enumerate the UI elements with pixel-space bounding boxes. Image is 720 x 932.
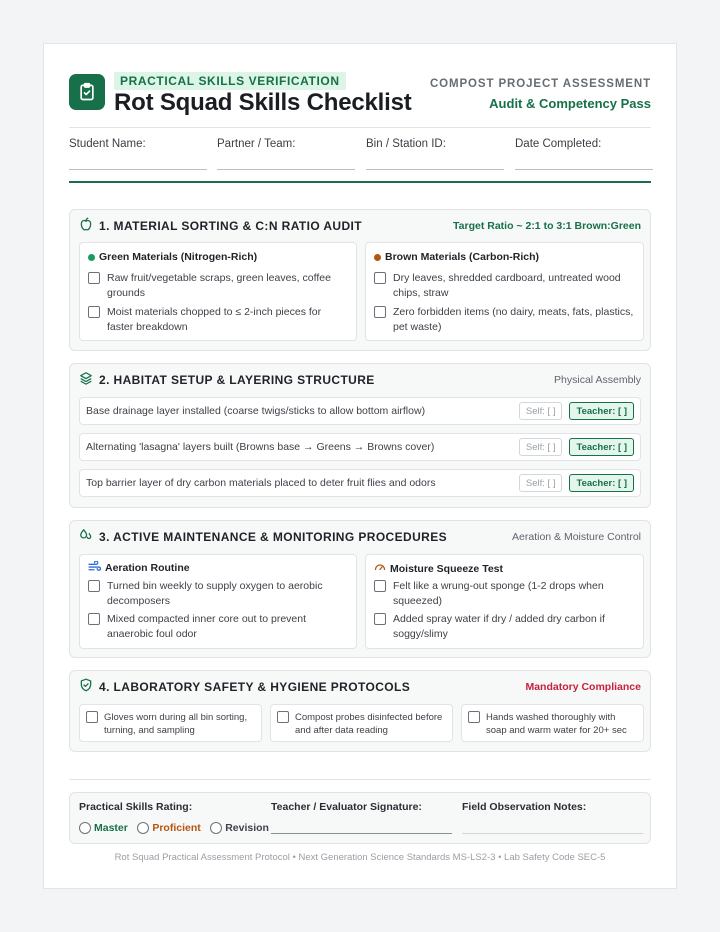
project-label: COMPOST PROJECT ASSESSMENT <box>429 78 651 90</box>
teacher-check-box[interactable]: Teacher: [ ] <box>569 402 634 420</box>
checkbox[interactable] <box>468 711 480 723</box>
brown-dot-icon <box>374 254 381 261</box>
protocol-note: Rot Squad Practical Assessment Protocol • Next Generation Science Standards MS-LS2-3 • Lab Safety Code SEC-5 <box>114 852 606 863</box>
accent-divider <box>69 181 651 183</box>
green-dot-icon <box>88 254 95 261</box>
pass-label: Audit & Competency Pass <box>489 96 651 111</box>
radio-revision[interactable] <box>210 822 222 834</box>
section-tag: Target Ratio ~ 2:1 to 3:1 Brown:Green <box>453 220 641 232</box>
checklist-item[interactable]: Zero forbidden items (no dairy, meats, fats, plastics, pet waste) <box>374 305 636 334</box>
setup-row: Base drainage layer installed (coarse twigs/sticks to allow bottom airflow) Self: [ ] Teacher: [ ] <box>79 397 641 425</box>
brown-materials-card <box>365 242 644 341</box>
checklist-item[interactable]: Felt like a wrung-out sponge (1-2 drops when squeezed) <box>374 579 636 608</box>
gauge-icon <box>374 561 386 576</box>
self-check-box[interactable]: Self: [ ] <box>519 438 563 456</box>
section-title: 4. LABORATORY SAFETY & HYGIENE PROTOCOLS <box>99 680 411 694</box>
divider <box>69 779 651 780</box>
checkbox[interactable] <box>374 613 386 625</box>
signature-label: Teacher / Evaluator Signature: <box>271 801 422 813</box>
date-completed-field[interactable]: Date Completed: <box>515 138 653 170</box>
safety-item[interactable]: Hands washed thoroughly with soap and warm water for 20+ sec <box>461 704 644 742</box>
header-kicker: PRACTICAL SKILLS VERIFICATION <box>114 72 346 90</box>
moisture-card <box>365 554 644 649</box>
wind-icon <box>88 561 101 575</box>
checkbox[interactable] <box>88 272 100 284</box>
checklist-sheet <box>43 43 677 889</box>
evaluation-footer <box>69 792 651 844</box>
card-heading: Aeration Routine <box>105 562 190 574</box>
radio-proficient[interactable] <box>137 822 149 834</box>
shield-check-icon <box>79 678 93 697</box>
rating-label: Practical Skills Rating: <box>79 801 193 813</box>
checkbox[interactable] <box>88 580 100 592</box>
section-material-sorting <box>69 209 651 351</box>
section-tag: Physical Assembly <box>554 374 641 386</box>
safety-item[interactable]: Compost probes disinfected before and after data reading <box>270 704 453 742</box>
checklist-item[interactable]: Moist materials chopped to ≤ 2-inch pieces for faster breakdown <box>88 305 348 334</box>
checklist-item[interactable]: Turned bin weekly to supply oxygen to aerobic decomposers <box>88 579 350 608</box>
signature-line[interactable] <box>271 833 452 834</box>
page-title: Rot Squad Skills Checklist <box>114 89 412 116</box>
layers-icon <box>79 371 93 390</box>
section-title: 1. MATERIAL SORTING & C:N RATIO AUDIT <box>99 219 363 233</box>
rating-options <box>79 819 274 837</box>
aeration-card <box>79 554 357 649</box>
rating-revision[interactable]: Revision <box>225 821 269 834</box>
section-habitat-setup <box>69 363 651 508</box>
checkbox[interactable] <box>374 272 386 284</box>
checklist-item[interactable]: Added spray water if dry / added dry carbon if soggy/slimy <box>374 612 636 641</box>
bin-station-field[interactable]: Bin / Station ID: <box>366 138 504 170</box>
notes-line[interactable] <box>462 833 643 834</box>
divider <box>69 127 651 128</box>
checklist-item[interactable]: Mixed compacted inner core out to prevent anaerobic foul odor <box>88 612 350 641</box>
checkbox[interactable] <box>374 306 386 318</box>
self-check-box[interactable]: Self: [ ] <box>519 402 563 420</box>
water-drops-icon <box>79 528 93 547</box>
clipboard-check-icon <box>69 74 105 110</box>
safety-item[interactable]: Gloves worn during all bin sorting, turning, and sampling <box>79 704 262 742</box>
student-name-field[interactable]: Student Name: <box>69 138 207 170</box>
rating-proficient[interactable]: Proficient <box>152 821 201 834</box>
checkbox[interactable] <box>277 711 289 723</box>
section-tag: Mandatory Compliance <box>525 681 641 693</box>
section-safety <box>69 670 651 752</box>
student-info-fields <box>69 138 651 170</box>
teacher-check-box[interactable]: Teacher: [ ] <box>569 474 634 492</box>
green-materials-card <box>79 242 357 341</box>
radio-master[interactable] <box>79 822 91 834</box>
self-check-box[interactable]: Self: [ ] <box>519 474 563 492</box>
checkbox[interactable] <box>374 580 386 592</box>
checkbox[interactable] <box>88 306 100 318</box>
partner-team-field[interactable]: Partner / Team: <box>217 138 355 170</box>
checkbox[interactable] <box>88 613 100 625</box>
card-heading: Brown Materials (Carbon-Rich) <box>385 251 540 263</box>
section-title: 3. ACTIVE MAINTENANCE & MONITORING PROCEDURES <box>99 530 448 544</box>
teacher-check-box[interactable]: Teacher: [ ] <box>569 438 634 456</box>
setup-row: Top barrier layer of dry carbon materials placed to deter fruit flies and odors Self: [ ] Teacher: [ ] <box>79 469 641 497</box>
rating-master[interactable]: Master <box>94 821 128 834</box>
section-title: 2. HABITAT SETUP & LAYERING STRUCTURE <box>99 373 375 387</box>
card-heading: Moisture Squeeze Test <box>390 562 503 575</box>
setup-row: Alternating 'lasagna' layers built (Browns base → Greens → Browns cover) Self: [ ] Teacher: [ ] <box>79 433 641 461</box>
card-heading: Green Materials (Nitrogen-Rich) <box>99 251 258 263</box>
section-maintenance <box>69 520 651 658</box>
notes-label: Field Observation Notes: <box>462 801 587 813</box>
checklist-item[interactable]: Raw fruit/vegetable scraps, green leaves, coffee grounds <box>88 271 348 300</box>
section-tag: Aeration & Moisture Control <box>512 531 641 543</box>
apple-icon <box>79 217 93 236</box>
checklist-item[interactable]: Dry leaves, shredded cardboard, untreated wood chips, straw <box>374 271 636 300</box>
checkbox[interactable] <box>86 711 98 723</box>
